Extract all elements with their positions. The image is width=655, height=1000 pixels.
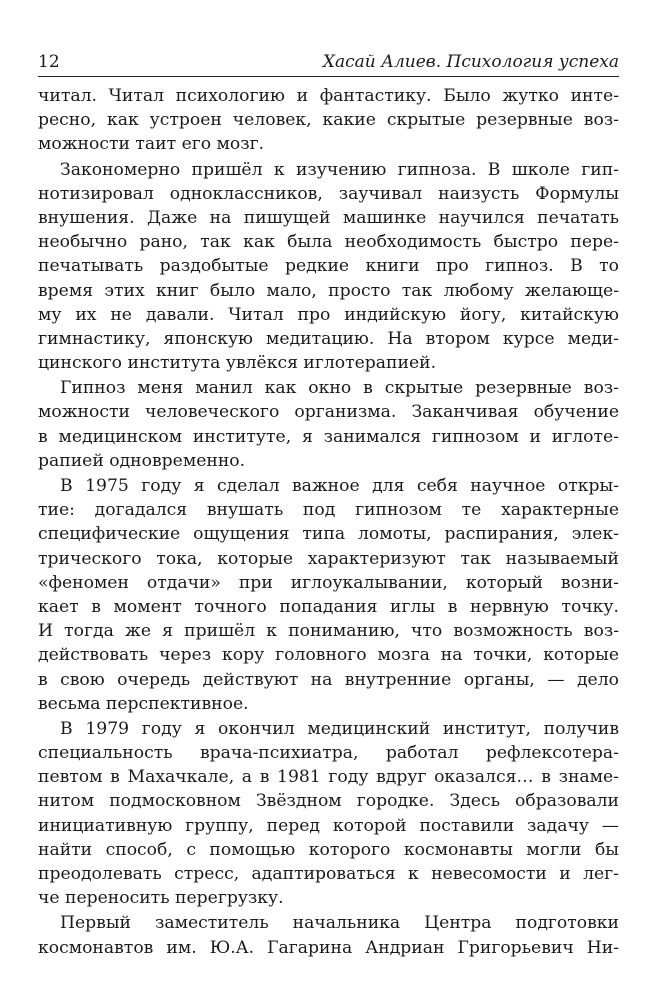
paragraph-4 (38, 474, 619, 716)
text-line: кает в момент точного попадания иглы в нервную точку. (38, 596, 619, 617)
paragraph-2 (38, 158, 619, 376)
text-line: Закономерно пришёл к изучению гипноза. В школе гип- (60, 159, 619, 180)
text-line: певтом в Махачкале, а в 1981 году вдруг оказался… в знаме- (38, 767, 619, 788)
text-line: инициативную группу, перед которой поставили задачу — (38, 815, 619, 836)
text-line: че переносить перегрузку. (38, 888, 284, 909)
header-rule (38, 76, 619, 77)
paragraph-6 (38, 911, 619, 959)
text-line: нитом подмосковном Звёздном городке. Здесь образовали (38, 791, 619, 812)
text-line: ресно, как устроен человек, какие скрытые резервные воз- (38, 110, 619, 131)
text-line: можности таит его мозг. (38, 134, 265, 155)
text-line: рапией одновременно. (38, 450, 246, 471)
paragraph-3 (38, 376, 619, 473)
text-line: Гипноз меня манил как окно в скрытые резервные воз- (60, 378, 619, 399)
text-line: читал. Читал психологию и фантастику. Было жутко инте- (38, 86, 619, 106)
text-line: в медицинском институте, я занимался гипнозом и иглоте- (38, 426, 619, 447)
text-line: найти способ, с помощью которого космонавты могли бы (38, 839, 619, 860)
paragraph-5 (38, 717, 619, 911)
text-line: му их не давали. Читал про индийскую йогу, китайскую (38, 304, 619, 325)
page-number: 12 (38, 52, 60, 72)
text-line: действовать через кору головного мозга на точки, которые (38, 645, 619, 666)
text-line: И тогда же я пришёл к пониманию, что возможность воз- (38, 621, 619, 642)
text-line: цинского института увлёкся иглотерапией. (38, 353, 437, 374)
page-header (38, 44, 619, 72)
text-line: специфические ощущения типа ломоты, распирания, элек- (38, 524, 619, 545)
text-line: трического тока, которые характеризуют так называемый (38, 548, 619, 569)
text-line: гимнастику, японскую медитацию. На втором курсе меди- (38, 328, 619, 349)
text-line: В 1979 году я окончил медицинский институт, получив (60, 718, 619, 739)
text-line: специальность врача-психиатра, работал рефлексотера- (38, 743, 619, 764)
text-line: преодолевать стресс, адаптироваться к невесомости и лег- (38, 864, 619, 884)
text-line: можности человеческого организма. Заканчивая обучение (38, 402, 619, 423)
text-line: В 1975 году я сделал важное для себя научное откры- (60, 476, 619, 496)
text-line: необычно рано, так как была необходимость быстро пере- (38, 232, 619, 253)
text-line: космонавтов им. Ю.А. Гагарина Андриан Григорьевич Ни- (38, 937, 619, 958)
text-line: весьма перспективное. (38, 693, 249, 714)
text-line: в свою очередь действуют на внутренние органы, — дело (38, 669, 619, 690)
text-line: печатывать раздобытые редкие книги про гипноз. В то (38, 256, 619, 277)
text-line: время этих книг было мало, просто так любому желающе- (38, 280, 619, 301)
text-line: нотизировал одноклассников, заучивал наизусть Формулы (38, 183, 619, 204)
paragraph-1 (38, 84, 619, 157)
body-text (38, 84, 619, 961)
running-title: Хасай Алиев. Психология успеха (322, 52, 619, 72)
text-line: тие: догадался внушать под гипнозом те характерные (38, 500, 619, 521)
text-line: Первый заместитель начальника Центра подготовки (60, 913, 619, 934)
text-line: внушения. Даже на пишущей машинке научился печатать (38, 207, 619, 228)
text-line: «феномен отдачи» при иглоукалывании, который возни- (38, 572, 619, 593)
